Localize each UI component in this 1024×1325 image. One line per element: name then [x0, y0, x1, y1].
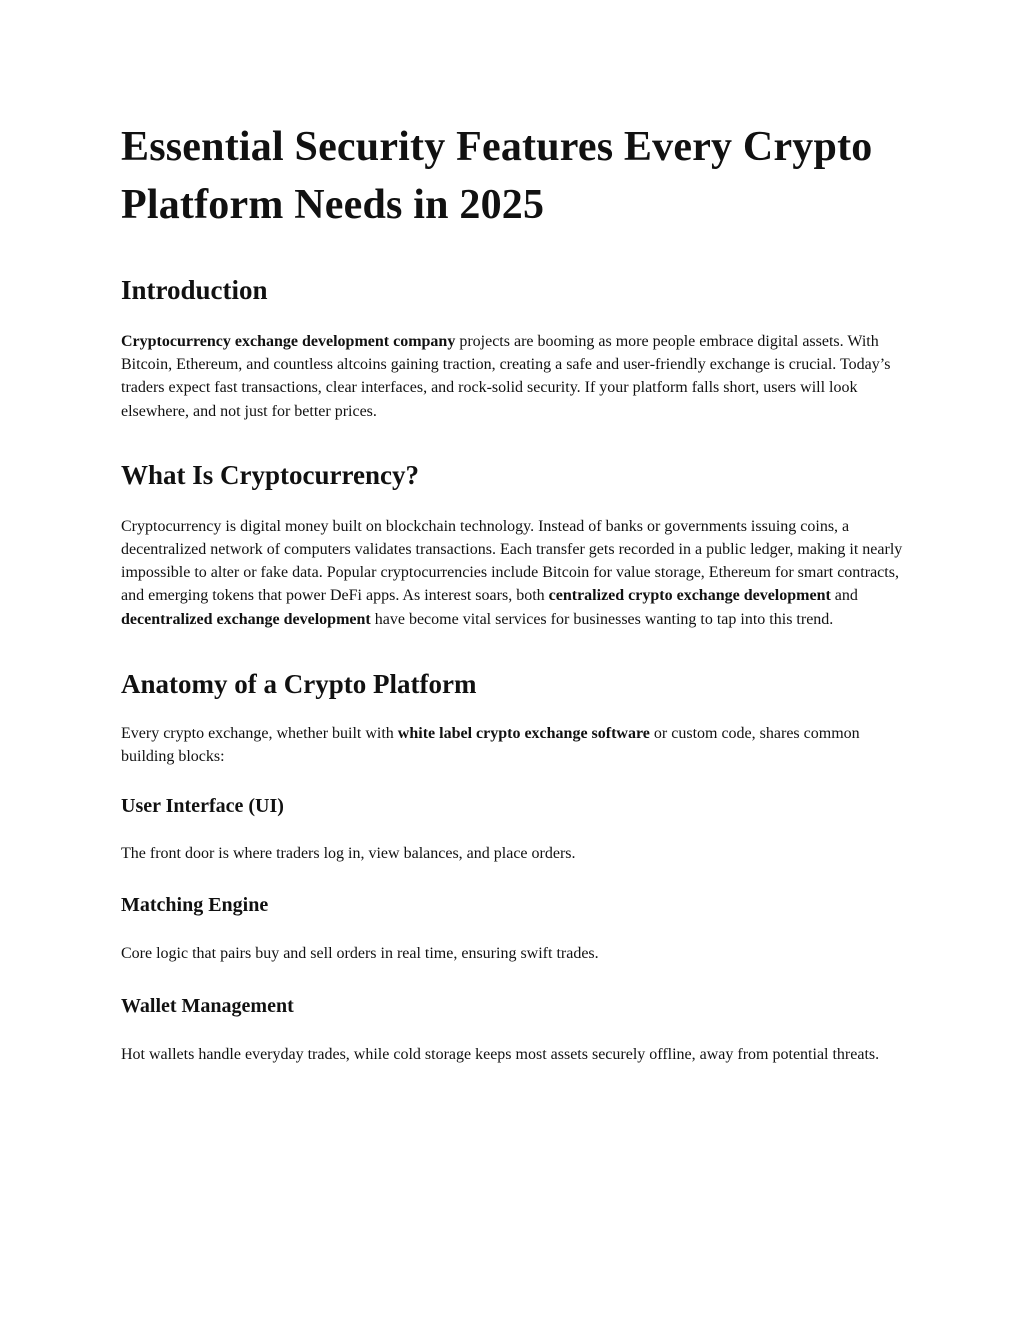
subheading-matching-engine: Matching Engine — [121, 894, 269, 917]
paragraph-text: Every crypto exchange, whether built with — [121, 724, 398, 742]
subheading-wallet-management: Wallet Management — [121, 994, 294, 1017]
bold-phrase: decentralized exchange development — [121, 610, 371, 628]
paragraph-introduction — [121, 330, 906, 423]
subheading-user-interface: User Interface (UI) — [121, 795, 284, 818]
paragraph-matching-engine: Core logic that pairs buy and sell orders in real time, ensuring swift trades. — [121, 945, 599, 963]
bold-phrase: centralized crypto exchange development — [548, 587, 831, 605]
bold-phrase: white label crypto exchange software — [397, 724, 650, 742]
bold-phrase: Cryptocurrency exchange development company — [121, 333, 456, 350]
paragraph-wallet-management: Hot wallets handle everyday trades, while cold storage keeps most assets securely offline, away from potential threats. — [121, 1045, 880, 1063]
section-heading-introduction: Introduction — [121, 275, 268, 305]
paragraph-text: or custom code, shares common building blocks: — [121, 724, 860, 766]
paragraph-user-interface: The front door is where traders log in, view balances, and place orders. — [121, 845, 576, 863]
paragraph-what-is-cryptocurrency — [121, 515, 906, 631]
paragraph-text: projects are booming as more people embrace digital assets. With Bitcoin, Ethereum, and countless altcoins gaining traction, creating a safe and user‑friendly exchange is crucial. Today’s traders expect fast transactions, clear interfaces, and rock‑solid security. If your platform falls short, users will look elsewhere, and not just for better prices. — [121, 333, 891, 420]
document-page — [121, 118, 906, 1066]
paragraph-text: have become vital services for businesses wanting to tap into this trend. — [370, 610, 834, 628]
document-title: Essential Security Features Every Crypto Platform Needs in 2025 — [121, 124, 873, 228]
section-heading-what-is-cryptocurrency: What Is Cryptocurrency? — [121, 459, 419, 490]
paragraph-text: and — [830, 587, 858, 605]
section-heading-anatomy: Anatomy of a Crypto Platform — [121, 668, 477, 699]
paragraph-anatomy — [121, 722, 906, 768]
paragraph-text: Cryptocurrency is digital money built on blockchain technology. Instead of banks or governments issuing coins, a decentralized network of computers validates transactions. Each transfer gets recorded in a public ledger, making it nearly impossible to alter or fake data. Popular cryptocurrencies include Bitcoin for value storage, Ethereum for smart contracts, and emerging tokens that power DeFi apps. As interest soars, both — [121, 517, 903, 605]
